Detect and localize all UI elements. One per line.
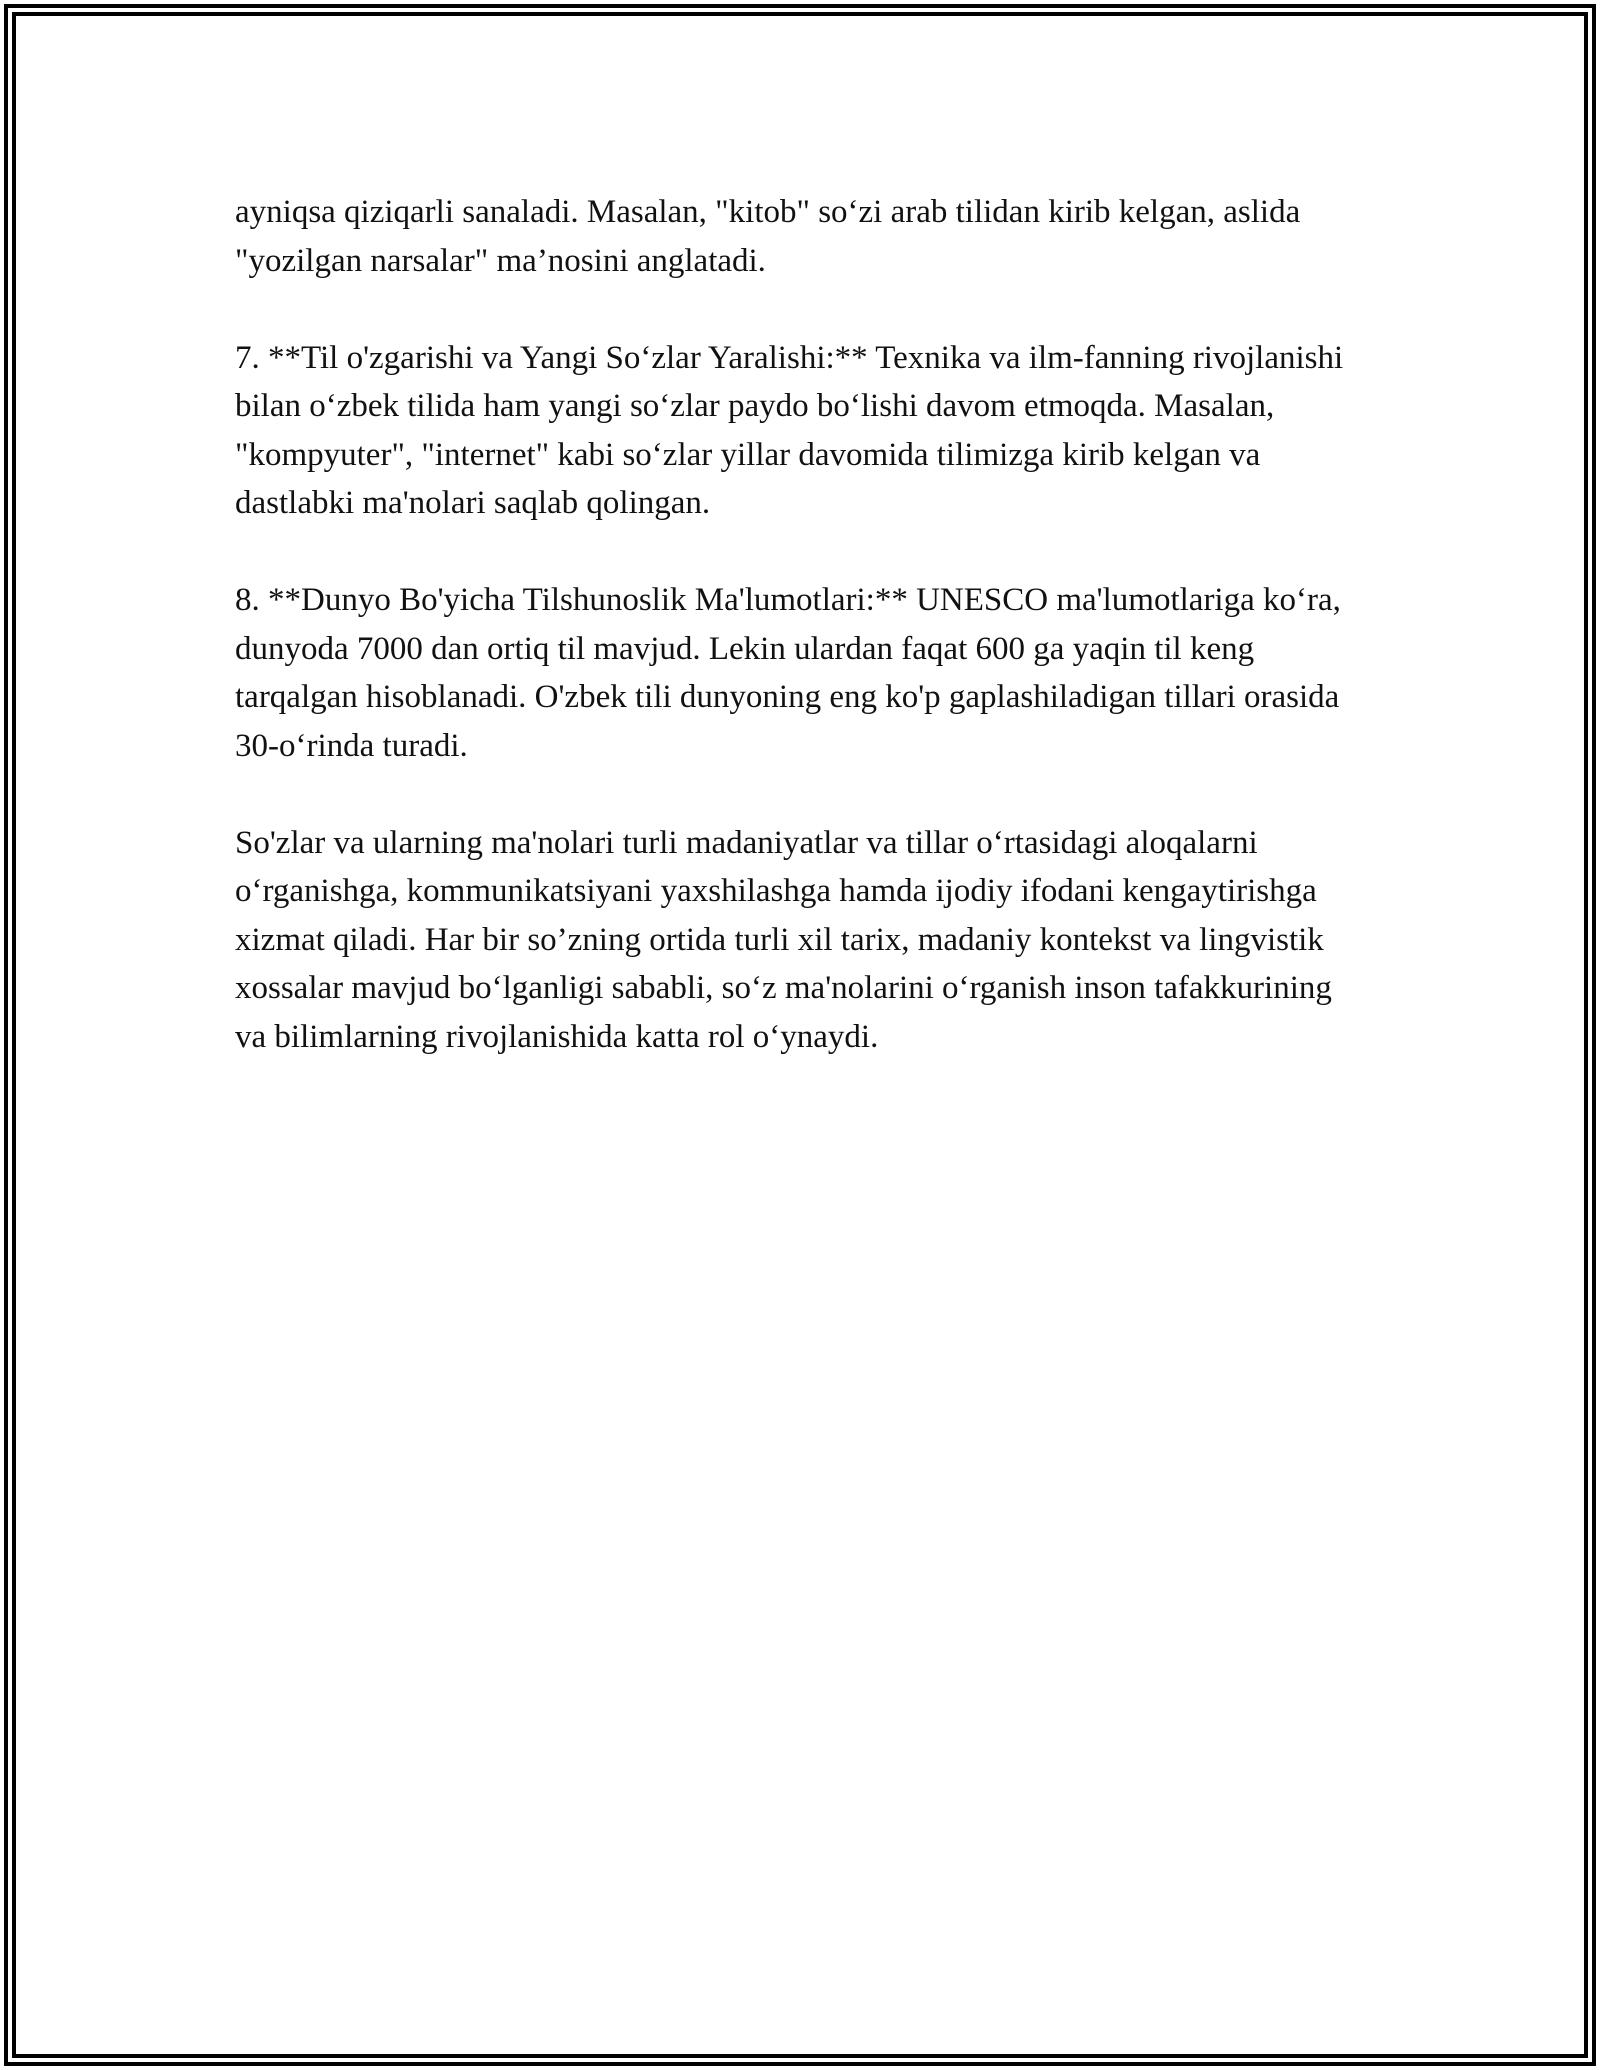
paragraph-item-8: 8. **Dunyo Bo'yicha Tilshunoslik Ma'lumotlari:** UNESCO ma'lumotlariga ko‘ra, dunyoda 7000 dan ortiq til mavjud. Lekin ulardan faqat 600 ga yaqin til keng tarqalgan hisoblanadi. O'zbek tili dunyoning eng ko'p gaplashiladigan tillari orasida 30-o‘rinda turadi. xyxy=(235,582,1341,764)
paragraph-conclusion: So'zlar va ularning ma'nolari turli madaniyatlar va tillar o‘rtasidagi aloqalarni o‘rganishga, kommunikatsiyani yaxshilashga hamda ijodiy ifodani kengaytirishga xizmat qiladi. Har bir so’zning ortida turli xil tarix, madaniy kontekst va lingvistik xossalar mavjud bo‘lganligi sababli, so‘z ma'nolarini o‘rganish inson tafakkurining va bilimlarning rivojlanishida katta rol o‘ynaydi. xyxy=(235,824,1332,1055)
paragraph-intro-continuation: ayniqsa qiziqarli sanaladi. Masalan, "kitob" so‘zi arab tilidan kirib kelgan, aslida "yozilgan narsalar" ma’nosini anglatadi. xyxy=(235,194,1301,279)
paragraph-item-7: 7. **Til o'zgarishi va Yangi So‘zlar Yaralishi:** Texnika va ilm-fanning rivojlanishi bilan o‘zbek tilida ham yangi so‘zlar paydo bo‘lishi davom etmoqda. Masalan, "kompyuter", "internet" kabi so‘zlar yillar davomida tilimizga kirib kelgan va dastlabki ma'nolari saqlab qolingan. xyxy=(235,339,1344,521)
document-body xyxy=(235,188,1365,1110)
